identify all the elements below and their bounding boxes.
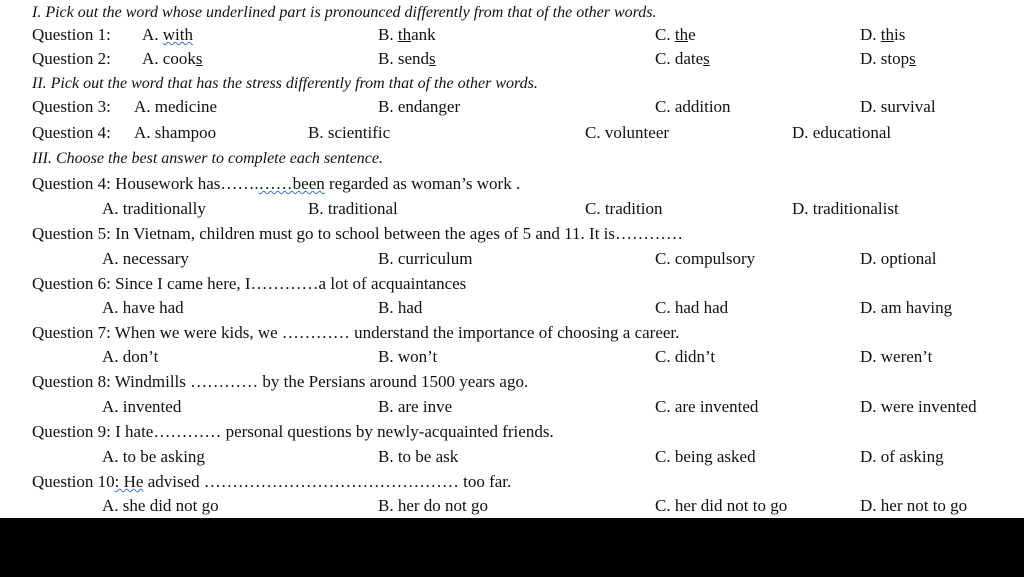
- question-8-option-a[interactable]: A. invented: [102, 397, 182, 416]
- question-5-option-b[interactable]: B. curriculum: [378, 249, 473, 268]
- question-3-option-a[interactable]: A. medicine: [134, 97, 218, 116]
- question-6-option-d[interactable]: D. am having: [860, 298, 953, 317]
- question-10-options: [0, 493, 1024, 518]
- question-1-option-d[interactable]: D. this: [860, 25, 906, 44]
- question-7-option-d[interactable]: D. weren’t: [860, 347, 933, 366]
- question-1: [0, 22, 1024, 47]
- question-4-stress: [0, 120, 1024, 145]
- question-6-option-a[interactable]: A. have had: [102, 298, 184, 317]
- question-9-option-c[interactable]: C. being asked: [655, 447, 756, 466]
- question-4-option-c[interactable]: C. volunteer: [585, 123, 670, 142]
- question-9-text: Question 9: I hate………… personal questions by newly-acquainted friends.: [32, 422, 554, 441]
- question-7-option-a[interactable]: A. don’t: [102, 347, 159, 366]
- question-7-options: [0, 344, 1024, 369]
- question-9-options: [0, 444, 1024, 469]
- question-9: [0, 419, 1024, 444]
- question-10: Question 10: He advised ……………………………………… too far.: [32, 472, 512, 491]
- question-8-option-c[interactable]: C. are invented: [655, 397, 759, 416]
- question-7-option-c[interactable]: C. didn’t: [655, 347, 716, 366]
- question-2-option-d[interactable]: D. stops: [860, 49, 916, 68]
- question-8-option-d[interactable]: D. were invented: [860, 397, 977, 416]
- question-6-text: Question 6: Since I came here, I…………a lot of acquaintances: [32, 274, 467, 293]
- question-4-options: [0, 196, 1024, 221]
- question-2-option-b[interactable]: B. sends: [378, 49, 436, 68]
- section-1-heading: I. Pick out the word whose underlined part is pronounced differently from that of the other words.: [32, 4, 657, 21]
- question-3-option-d[interactable]: D. survival: [860, 97, 936, 116]
- section-3-heading: III. Choose the best answer to complete each sentence.: [32, 150, 384, 167]
- question-6: [0, 271, 1024, 296]
- question-1-option-b[interactable]: B. thank: [378, 25, 436, 44]
- question-1-label: Question 1:: [32, 25, 111, 44]
- question-2: [0, 46, 1024, 71]
- question-5-option-d[interactable]: D. optional: [860, 249, 937, 268]
- question-1-option-c[interactable]: C. the: [655, 25, 696, 44]
- question-4-sentence-option-c[interactable]: C. tradition: [585, 199, 663, 218]
- question-3: [0, 94, 1024, 119]
- question-7-option-b[interactable]: B. won’t: [378, 347, 438, 366]
- question-8: [0, 369, 1024, 394]
- question-8-options: [0, 394, 1024, 419]
- question-9-option-d[interactable]: D. of asking: [860, 447, 944, 466]
- question-4-sentence: Question 4: Housework has…….……been regarded as woman’s work .: [32, 174, 521, 193]
- question-10-option-b[interactable]: B. her do not go: [378, 496, 489, 515]
- question-4-option-a[interactable]: A. shampoo: [134, 123, 217, 142]
- question-3-option-c[interactable]: C. addition: [655, 97, 731, 116]
- question-4-label: Question 4:: [32, 123, 111, 142]
- question-8-option-b[interactable]: B. are inve: [378, 397, 453, 416]
- question-6-option-c[interactable]: C. had had: [655, 298, 729, 317]
- question-10-option-a[interactable]: A. she did not go: [102, 496, 219, 515]
- question-5: [0, 221, 1024, 246]
- question-5-option-c[interactable]: C. compulsory: [655, 249, 756, 268]
- question-6-option-b[interactable]: B. had: [378, 298, 423, 317]
- black-bottom-bar: [0, 518, 1024, 577]
- question-7-text: Question 7: When we were kids, we ………… understand the importance of choosing a career.: [32, 323, 680, 342]
- question-4-sentence-option-b[interactable]: B. traditional: [308, 199, 398, 218]
- question-3-option-b[interactable]: B. endanger: [378, 97, 461, 116]
- question-1-option-a[interactable]: A. with: [142, 25, 194, 44]
- question-6-options: [0, 295, 1024, 320]
- question-4-sentence-option-a[interactable]: A. traditionally: [102, 199, 206, 218]
- question-7: [0, 320, 1024, 345]
- question-4-option-d[interactable]: D. educational: [792, 123, 892, 142]
- section-2-heading: II. Pick out the word that has the stress differently from that of the other words.: [32, 75, 538, 92]
- question-5-options: [0, 246, 1024, 271]
- question-9-option-b[interactable]: B. to be ask: [378, 447, 459, 466]
- question-2-option-c[interactable]: C. dates: [655, 49, 710, 68]
- question-4-option-b[interactable]: B. scientific: [308, 123, 391, 142]
- question-8-text: Question 8: Windmills ………… by the Persians around 1500 years ago.: [32, 372, 529, 391]
- question-9-option-a[interactable]: A. to be asking: [102, 447, 205, 466]
- question-10-option-d[interactable]: D. her not to go: [860, 496, 968, 515]
- question-5-option-a[interactable]: A. necessary: [102, 249, 189, 268]
- question-4-sentence-option-d[interactable]: D. traditionalist: [792, 199, 899, 218]
- question-2-label: Question 2:: [32, 49, 111, 68]
- question-2-option-a[interactable]: A. cooks: [142, 49, 203, 68]
- question-5-text: Question 5: In Vietnam, children must go to school between the ages of 5 and 11. It is…………: [32, 224, 684, 243]
- question-3-label: Question 3:: [32, 97, 111, 116]
- question-10-option-c[interactable]: C. her did not to go: [655, 496, 788, 515]
